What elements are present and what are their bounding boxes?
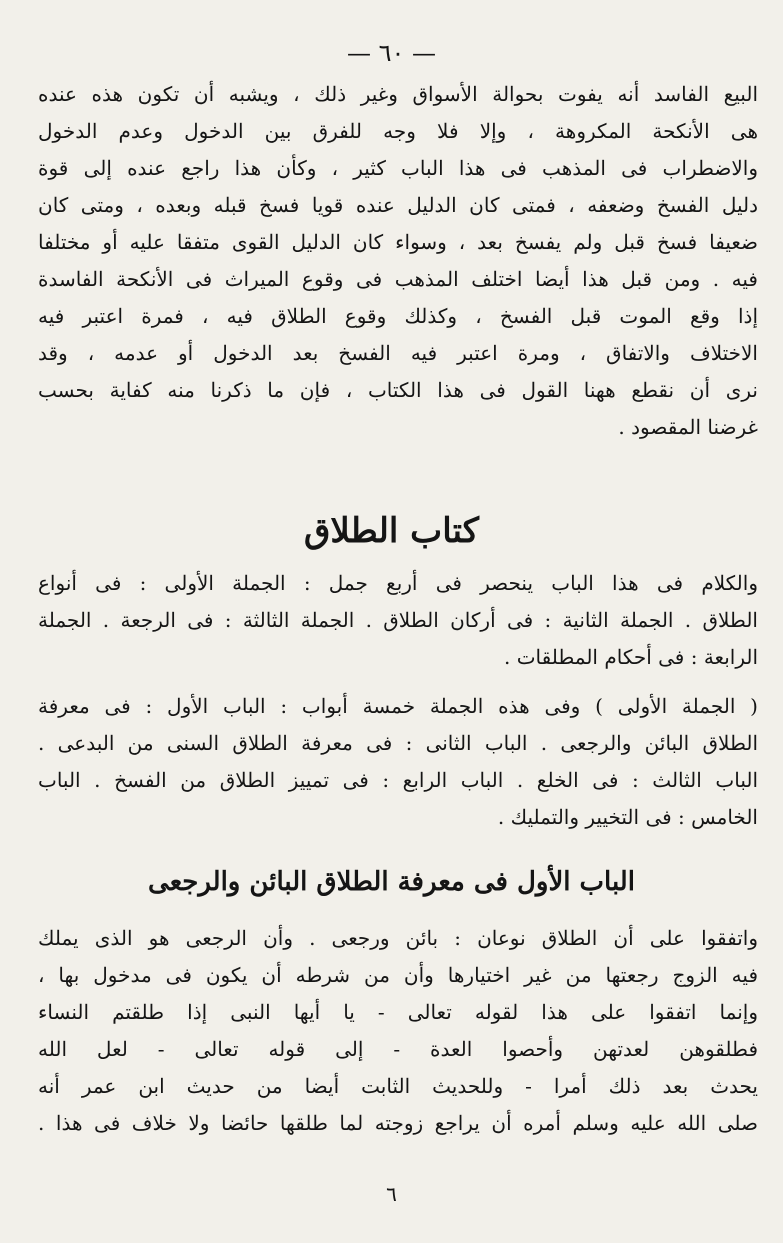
footer-mark: ٦: [386, 1182, 397, 1206]
text-line: يحدث بعد ذلك أمرا - وللحديث الثابت أيضا من حديث ابن عمر أنه: [38, 1074, 758, 1098]
page-number: — ٦٠ —: [346, 39, 437, 67]
text-line: الباب الثالث : فى الخلع . الباب الرابع : فى تمييز الطلاق من الفسخ . الباب: [38, 768, 758, 792]
chapter-paragraph: [38, 920, 758, 1142]
text-line: البيع الفاسد أنه يفوت بحوالة الأسواق وغير ذلك ، ويشبه أن تكون هذه عنده: [38, 82, 758, 106]
text-line: والكلام فى هذا الباب ينحصر فى أربع جمل : الجملة الأولى : فى أنواع: [38, 571, 758, 595]
text-line: وإنما اتفقوا على هذا لقوله تعالى - يا أيها النبى إذا طلقتم النساء: [38, 1000, 758, 1024]
overview-paragraph: [38, 565, 758, 676]
text-line: نرى أن نقطع ههنا القول فى هذا الكتاب ، فإن ما ذكرنا منه كفاية بحسب: [38, 378, 758, 402]
text-line: والاضطراب فى المذهب فى هذا الباب كثير ، وكأن هذا راجع عنده إلى قوة: [38, 156, 758, 180]
first-group-paragraph: [38, 688, 758, 836]
text-line: الاختلاف والاتفاق ، ومرة اعتبر فيه الفسخ بعد الدخول أو عدمه ، وقد: [38, 341, 758, 365]
text-line: ضعيفا فسخ قبل ولم يفسخ بعد ، وسواء كان الدليل القوى متفقا عليه أو مختلفا: [38, 230, 758, 254]
chapter-title: الباب الأول فى معرفة الطلاق البائن والرجعى: [148, 867, 635, 897]
text-line: فيه الزوج رجعتها من غير اختيارها وأن من شرطه أن يكون فى مدخول بها ،: [38, 963, 758, 987]
text-line: الخامس : فى التخيير والتمليك .: [497, 805, 758, 829]
text-line: الطلاق البائن والرجعى . الباب الثانى : فى معرفة الطلاق السنى من البدعى .: [38, 731, 758, 755]
text-line: واتفقوا على أن الطلاق نوعان : بائن ورجعى . وأن الرجعى هو الذى يملك: [38, 926, 758, 950]
text-line: هى الأنكحة المكروهة ، وإلا فلا وجه للفرق بين الدخول وعدم الدخول: [38, 119, 758, 143]
text-line: فيه . ومن قبل هذا أيضا اختلف المذهب فى وقوع الميراث فى الأنكحة الفاسدة: [38, 267, 758, 291]
text-line: الطلاق . الجملة الثانية : فى أركان الطلاق . الجملة الثالثة : فى الرجعة . الجملة: [38, 608, 758, 632]
intro-paragraph: [38, 76, 758, 446]
text-line: ( الجملة الأولى ) وفى هذه الجملة خمسة أبواب : الباب الأول : فى معرفة: [38, 694, 758, 718]
text-line: دليل الفسخ وضعفه ، فمتى كان الدليل عنده قويا فسخ قبله وبعده ، ومتى كان: [38, 193, 758, 217]
text-line: فطلقوهن لعدتهن وأحصوا العدة - إلى قوله تعالى - لعل الله: [38, 1037, 758, 1061]
book-title: كتاب الطلاق: [303, 511, 479, 551]
text-line: إذا وقع الموت قبل الفسخ ، وكذلك وقوع الطلاق فيه ، فمرة اعتبر فيه: [38, 304, 758, 328]
text-line: الرابعة : فى أحكام المطلقات .: [503, 645, 758, 669]
text-line: غرضنا المقصود .: [618, 415, 758, 439]
text-line: صلى الله عليه وسلم أمره أن يراجع زوجته لما طلقها حائضا ولا خلاف فى هذا .: [38, 1111, 758, 1135]
